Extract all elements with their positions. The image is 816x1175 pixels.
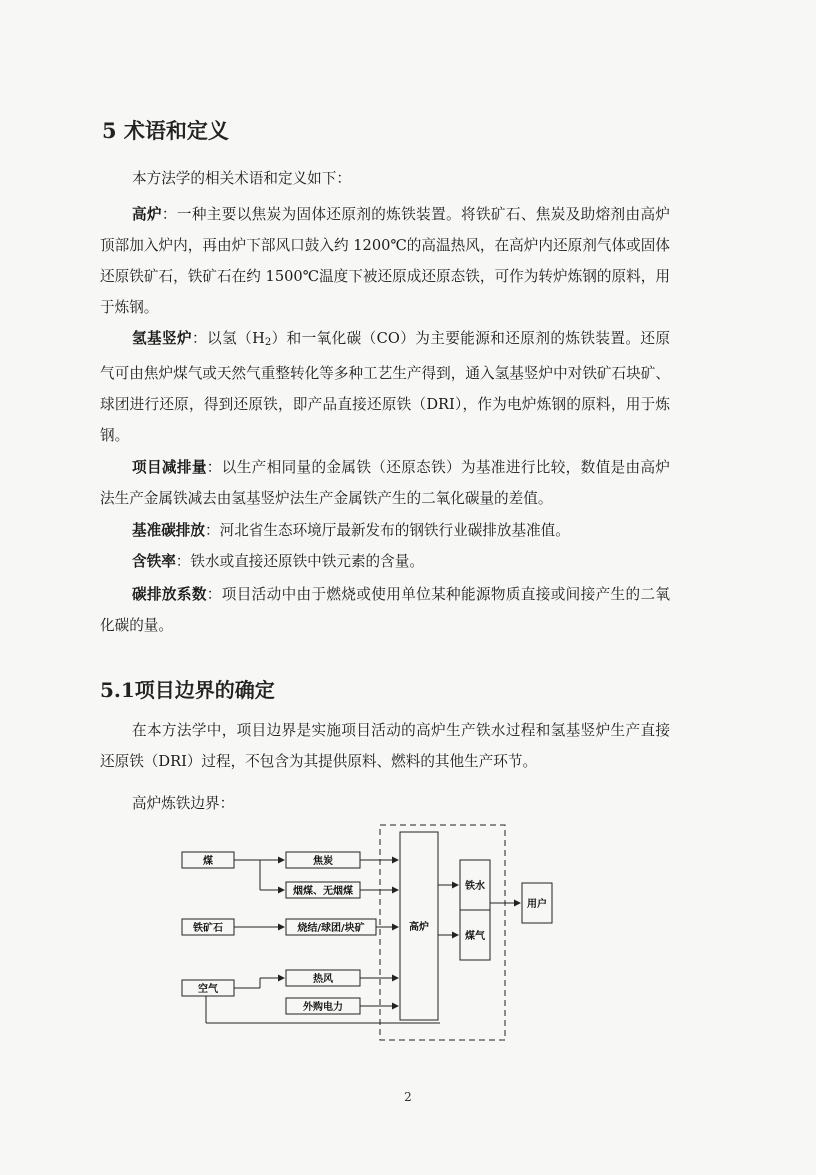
term-hydrogen-shaft-furnace: 氢基竖炉：以氢$(H_2)$和一氧化碳（CO）为主要能源和还原剂的炼铁装置。还原气可由焦炉煤气或天然气重整转化等多种工艺生产得到，通入氢基竖炉中对铁矿石块矿、球团进行还原，得到还原铁，即产品直接还原铁（DRI），作为电炉炼钢的原料，用于炼钢。 [100, 330, 670, 444]
subscript: 2 [264, 337, 272, 348]
term-definition: 以生产相同量的金属铁（还原态铁）为基准进行比较，数值是由高炉法生产金属铁减去由氢基竖炉法生产金属铁产生的二氧化碳量的差值。 [100, 459, 670, 507]
diagram-caption: 高炉炼铁边界： [132, 795, 235, 812]
diagram-label-iron-ore: 铁矿石 [193, 923, 223, 934]
diagram-label-electricity: 外购电力 [303, 1002, 343, 1013]
project-boundary [380, 825, 505, 1040]
term-blast-furnace: 高炉：一种主要以焦炭为固体还原剂的炼铁装置。将铁矿石、焦炭及助熔剂由高炉顶部加入炉内，再由炉下部风口鼓入约 1200℃的高温热风，在高炉内还原剂气体或固体还原铁矿石，铁矿石在约 1500℃温度下被还原成还原态铁，可作为转炉炼钢的原料，用于炼钢。 [100, 206, 670, 316]
term-definition: 铁水或直接还原铁中铁元素的含量。 [190, 553, 424, 570]
diagram-label-sinter: 烧结/球团/块矿 [297, 923, 365, 934]
diagram-label-furnace: 高炉 [409, 922, 429, 933]
blast-furnace-boundary-diagram [170, 820, 560, 1045]
term-iron-content: 含铁率：铁水或直接还原铁中铁元素的含量。 [132, 553, 424, 570]
section-5-1-paragraph: 在本方法学中，项目边界是实施项目活动的高炉生产铁水过程和氢基竖炉生产直接还原铁（DRI）过程，不包含为其提供原料、燃料的其他生产环节。 [100, 722, 670, 770]
term-definition: 一种主要以焦炭为固体还原剂的炼铁装置。将铁矿石、焦炭及助熔剂由高炉顶部加入炉内，再由炉下部风口鼓入约 1200℃的高温热风，在高炉内还原剂气体或固体还原铁矿石，铁矿石在约 1500℃温度下被还原成还原态铁，可作为转炉炼钢的原料，用于炼钢。 [100, 206, 670, 316]
term-label: 高炉 [132, 206, 162, 223]
diagram-label-user: 用户 [527, 899, 547, 910]
term-emission-reduction: 项目减排量：以生产相同量的金属铁（还原态铁）为基准进行比较，数值是由高炉法生产金属铁减去由氢基竖炉法生产金属铁产生的二氧化碳量的差值。 [100, 459, 670, 507]
term-definition-part: 以氢（H [207, 330, 265, 347]
diagram-label-coal: 煤 [203, 856, 213, 867]
diagram-label-hot-blast: 热风 [313, 974, 333, 985]
term-label: 基准碳排放 [132, 522, 205, 539]
page-number: 2 [404, 1090, 412, 1104]
diagram-label-gas: 煤气 [465, 931, 485, 942]
term-baseline-emission: 基准碳排放：河北省生态环境厅最新发布的钢铁行业碳排放基准值。 [132, 522, 570, 539]
term-label: 含铁率 [132, 553, 176, 570]
diagram-label-coke: 焦炭 [313, 856, 333, 867]
section-5-intro: 本方法学的相关术语和定义如下： [132, 170, 351, 187]
term-label: 碳排放系数 [132, 586, 207, 603]
term-label: 氢基竖炉 [132, 330, 193, 347]
diagram-label-hot-metal: 铁水 [465, 881, 485, 892]
diagram-label-air: 空气 [198, 984, 218, 995]
diagram-label-coal-types: 烟煤、无烟煤 [293, 886, 353, 897]
term-label: 项目减排量 [132, 459, 207, 476]
term-definition: 项目活动中由于燃烧或使用单位某种能源物质直接或间接产生的二氧化碳的量。 [100, 586, 670, 634]
term-emission-factor: 碳排放系数：项目活动中由于燃烧或使用单位某种能源物质直接或间接产生的二氧化碳的量。 [100, 586, 670, 634]
term-definition-part: ）和一氧化碳（CO）为主要能源和还原剂的炼铁装置。还原气可由焦炉煤气或天然气重整转化等多种工艺生产得到，通入氢基竖炉中对铁矿石块矿、球团进行还原，得到还原铁，即产品直接还原铁（DRI），作为电炉炼钢的原料，用于炼钢。 [100, 330, 670, 444]
section-5-heading: 5 术语和定义 [102, 118, 229, 143]
section-5-1-heading: 5.1项目边界的确定 [100, 678, 275, 702]
term-definition: 河北省生态环境厅最新发布的钢铁行业碳排放基准值。 [219, 522, 570, 539]
